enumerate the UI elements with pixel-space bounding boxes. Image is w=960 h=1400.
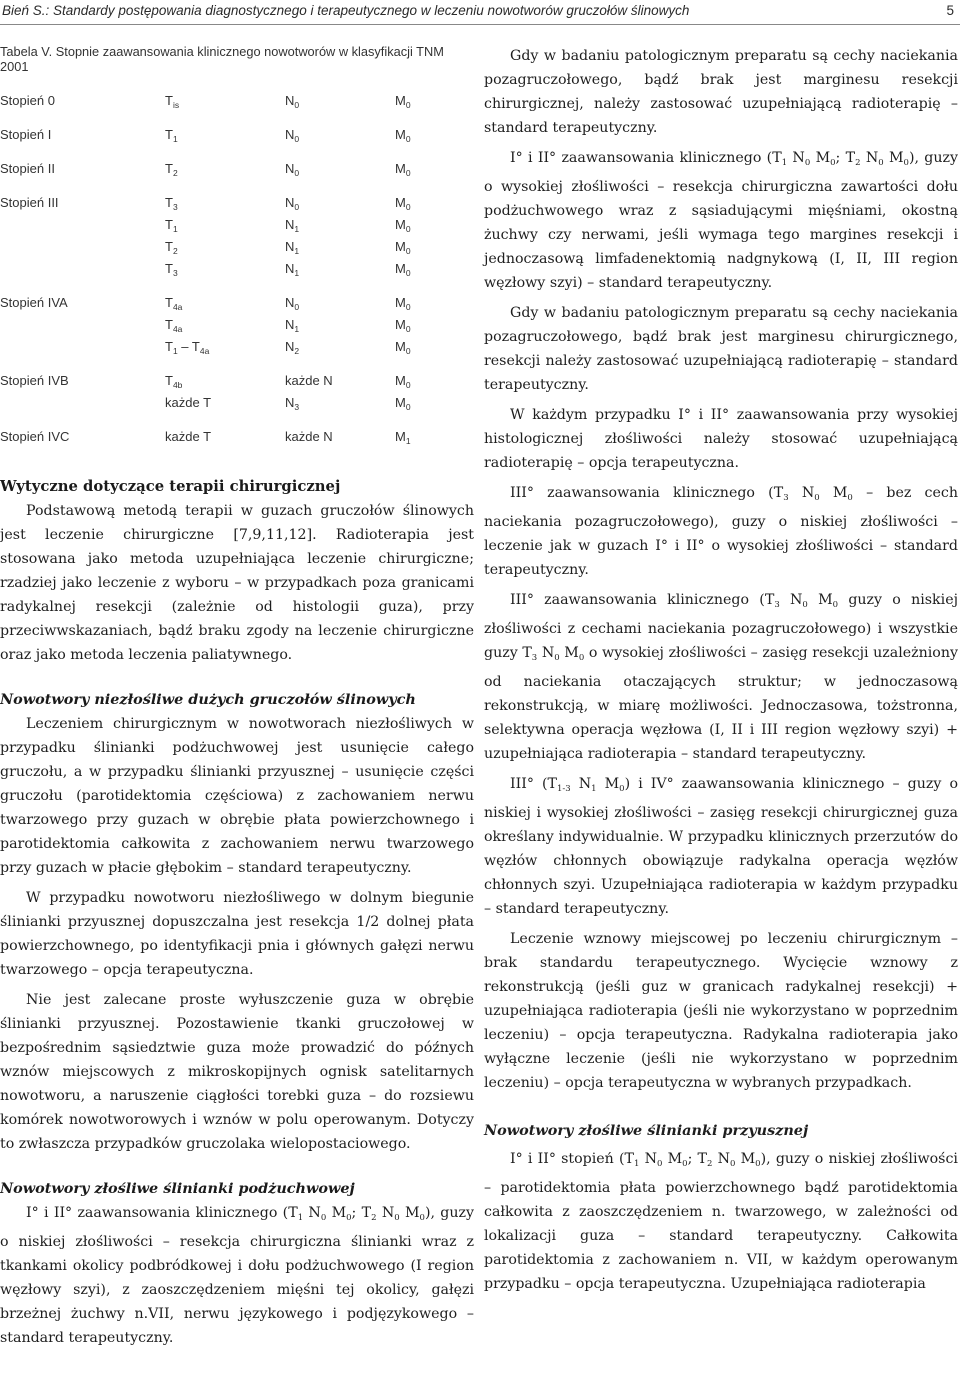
running-header: [0, 0, 960, 30]
heading-parotid-malignant: Nowotwory złośliwe ślinianki przyusznej: [484, 1122, 809, 1139]
header-divider: [0, 24, 960, 25]
heading-submandibular-malignant: Nowotwory złośliwe ślinianki podżuchwowej: [0, 1180, 355, 1197]
paragraph: Nie jest zalecane proste wyłuszczenie guza w obrębie ślinianki przyusznej. Pozostawienie tkanki gruczołowej w bezpośrednim sąsiedztwie guza może prowadzić do późnych wznów miejscowych z mikroskopijnych ognisk satelitarnych nowotworu, a naruszenie ciągłości torebki guza – do rozsiewu komórek nowotworowych i wznów w polu operowanym. Dotyczy to zwłaszcza przypadków gruczolaka wielopostaciowego.: [0, 992, 474, 1152]
m-cell: $M_0$: [395, 317, 411, 334]
m-cell: $M_0$: [395, 373, 411, 390]
stage-cell: Stopień I: [0, 127, 52, 142]
paragraph: Leczeniem chirurgicznym w nowotworach niezłośliwych w przypadku ślinianki podżuchwowej jest usunięcie całego gruczołu, a w przypadku ślinianki przyusznej – usunięcie części gruczołu (parotidektomia częściowa) z zachowaniem nerwu twarzowego przy guzach w obrębie płata powierzchownego i parotidektomia całkowita z zachowaniem nerwu twarzowego przy guzach w płacie głębokim – standard terapeutyczny.: [0, 716, 474, 876]
t-cell: każde T: [165, 395, 212, 410]
table-row: [0, 194, 465, 216]
m-cell: $M_0$: [395, 195, 411, 212]
table-caption: Tabela V. Stopnie zaawansowania klinicznego nowotworów w klasyfikacji TNM 2001: [0, 44, 444, 74]
stage-cell: Stopień IVC: [0, 429, 70, 444]
t-cell: $T_1$: [165, 217, 178, 234]
stage-cell: [0, 216, 165, 238]
paragraph: Leczenie wznowy miejscowej po leczeniu chirurgicznym – brak standardu terapeutycznego. Wycięcie wznowy z rekonstrukcją (jeśli guz w granicach radykalnej resekcji) + uzupełniająca radioterapia (jeśli nie wykorzystano w poprzednim leczeniu) – opcja terapeutyczna. Radykalna radioterapia jako wyłączne leczenie (jeśli nie wykorzystano w poprzednim leczeniu) – opcja terapeutyczna w wybranych przypadkach.: [484, 931, 958, 1091]
t-cell: $T_1$: [165, 127, 178, 144]
table-row: [0, 126, 465, 148]
m-cell: $M_1$: [395, 429, 411, 446]
table-row: [0, 338, 465, 360]
t-cell: $T_{4b}$: [165, 373, 183, 390]
n-cell: każde N: [285, 373, 333, 388]
table-row: [0, 216, 465, 238]
m-cell: $M_0$: [395, 161, 411, 178]
stage-cell: Stopień 0: [0, 93, 55, 108]
table-spacer: [0, 360, 465, 372]
paragraph: III° zaawansowania klinicznego ($T_3$ $N_0$ $M_0$ – bez cech naciekania pozagruczołowego), guzy o niskiej złośliwości – leczenie jak w guzach I° i II° o wysokiej złośliwości – standard terapeutyczny.: [484, 485, 958, 578]
table-row: [0, 294, 465, 316]
t-cell: $T_{4a}$: [165, 295, 183, 312]
paragraph: I° i II° stopień ($T_1$ $N_0$ $M_0$; $T_2$ $N_0$ $M_0$), guzy o niskiej złośliwości – parotidektomia płata powierzchownego bądź parotidektomia całkowita z zaoszczędzeniem n. twarzowego, w zależności od lokalizacji guza – standard terapeutyczny. Całkowita parotidektomia z zachowaniem n. VII, w każdym operowanym przypadku – opcja terapeutyczna. Uzupełniająca radioterapia: [484, 1151, 958, 1292]
n-cell: $N_1$: [285, 217, 300, 234]
n-cell: $N_1$: [285, 239, 300, 256]
page-number: 5: [946, 3, 954, 18]
n-cell: $N_3$: [285, 395, 300, 412]
stage-cell: [0, 338, 165, 360]
paragraph: III° zaawansowania klinicznego ($T_3$ $N_0$ $M_0$ guzy o niskiej złośliwości z cechami naciekania pozagruczołowego) i wszystkie guzy $T_3$ $N_0$ $M_0$ o wysokiej złośliwości – zasięg resekcji uzależniony od naciekania otaczających struktur; w jednoczasową rekonstrukcją, w miarę możliwości. Jednoczasowa, tożstronna, selektywna operacja węzłowa (I, II i III region węzłowy szyi) + uzupełniająca radioterapia – standard terapeutyczny.: [484, 592, 958, 762]
paragraph: W przypadku nowotworu niezłośliwego w dolnym biegunie ślinianki przyusznej dopuszczalna jest resekcja 1/2 dolnej płata powierzchownego, po identyfikacji pnia i głównych gałęzi nerwu twarzowego – opcja terapeutyczna.: [0, 890, 474, 978]
n-cell: $N_0$: [285, 195, 300, 212]
paragraph: Podstawową metodą terapii w guzach gruczołów ślinowych jest leczenie chirurgiczne [7,9,11,12]. Radioterapia jest stosowana jako metoda uzupełniająca leczenie chirurgiczne; rzadziej jako leczenie z wyboru – w przypadkach poza granicami radykalnej resekcji (zależnie od histologii guza), przy przeciwwskazaniach, bądź braku zgody na leczenie chirurgiczne oraz jako metoda leczenia paliatywnego.: [0, 503, 474, 663]
left-column: [0, 44, 474, 1356]
paragraph: Gdy w badaniu patologicznym preparatu są cechy naciekania pozagruczołowego, bądź brak jest marginesu resekcji chirurgicznej, należy zastosować uzupełniającą radioterapię – standard terapeutyczny.: [484, 48, 958, 136]
m-cell: $M_0$: [395, 295, 411, 312]
m-cell: $M_0$: [395, 395, 411, 412]
paragraph: I° i II° zaawansowania klinicznego ($T_1$ $N_0$ $M_0$; $T_2$ $N_0$ $M_0$), guzy o niskiej złośliwości – resekcja chirurgiczna ślinianki wraz z tkankami okolicy podbródkowej i dołu podżuchwowego (I region węzłowy szyi), z zaoszczędzeniem mięśni tej okolicy, gałęzi brzeżnej żuchwy n.VII, nerwu językowego i podjęzykowego – standard terapeutyczny.: [0, 1205, 474, 1346]
n-cell: $N_0$: [285, 93, 300, 110]
table-row: [0, 238, 465, 260]
paragraph: W każdym przypadku I° i II° zaawansowania przy wysokiej histologicznej złośliwości należy stosować uzupełniającą radioterapię – opcja terapeutyczna.: [484, 407, 958, 471]
m-cell: $M_0$: [395, 217, 411, 234]
stage-cell: Stopień II: [0, 161, 55, 176]
t-cell: $T_{is}$: [165, 93, 180, 110]
table-spacer: [0, 114, 465, 126]
t-cell: każde T: [165, 429, 212, 444]
n-cell: $N_0$: [285, 127, 300, 144]
table-row: [0, 316, 465, 338]
m-cell: $M_0$: [395, 239, 411, 256]
stage-cell: Stopień IVA: [0, 295, 68, 310]
heading-surgical-guidelines: Wytyczne dotyczące terapii chirurgicznej: [0, 478, 341, 495]
n-cell: każde N: [285, 429, 333, 444]
table-row: [0, 92, 465, 114]
m-cell: $M_0$: [395, 127, 411, 144]
right-column: [484, 44, 958, 1302]
table-row: [0, 372, 465, 394]
m-cell: $M_0$: [395, 93, 411, 110]
stage-cell: [0, 316, 165, 338]
m-cell: $M_0$: [395, 261, 411, 278]
table-row: [0, 394, 465, 416]
table-row: [0, 260, 465, 282]
table-spacer: [0, 416, 465, 428]
paragraph: Gdy w badaniu patologicznym preparatu są cechy naciekania pozagruczołowego, bądź brak jest marginesu chirurgicznego, resekcji należy zastosować uzupełniającą radioterapię – standard terapeutyczny.: [484, 305, 958, 393]
stage-cell: Stopień IVB: [0, 373, 69, 388]
stage-cell: [0, 260, 165, 282]
stage-cell: [0, 394, 165, 416]
t-cell: $T_3$: [165, 261, 178, 278]
tnm-stage-table: [0, 92, 465, 450]
paragraph: I° i II° zaawansowania klinicznego ($T_1$ $N_0$ $M_0$; $T_2$ $N_0$ $M_0$), guzy o wysokiej złośliwości – resekcja chirurgiczna zawartości dołu podżuchwowego wraz z sąsiadującymi mięśniami, okostną żuchwy czy nerwami, jeśli wymaga tego margines resekcji i jednoczasową limfadenektomią nadgnykową (I, II, III region węzłowy szyi) – standard terapeutyczny.: [484, 150, 958, 291]
stage-cell: [0, 238, 165, 260]
t-cell: $T_3$: [165, 195, 178, 212]
n-cell: $N_1$: [285, 261, 300, 278]
m-cell: $M_0$: [395, 339, 411, 356]
table-spacer: [0, 148, 465, 160]
heading-benign-tumors: Nowotwory niezłośliwe dużych gruczołów ślinowych: [0, 691, 416, 708]
stage-cell: Stopień III: [0, 195, 59, 210]
table-spacer: [0, 182, 465, 194]
t-cell: $T_2$: [165, 161, 178, 178]
table-spacer: [0, 282, 465, 294]
t-cell: $T_1 - T_{4a}$: [165, 339, 210, 356]
running-title: Bień S.: Standardy postępowania diagnostycznego i terapeutycznego w leczeniu nowotworów gruczołów ślinowych: [2, 3, 690, 18]
table-row: [0, 160, 465, 182]
t-cell: $T_2$: [165, 239, 178, 256]
n-cell: $N_0$: [285, 161, 300, 178]
t-cell: $T_{4a}$: [165, 317, 183, 334]
paragraph: III° ($T_{1-3}$ $N_1$ $M_0$) i IV° zaawansowania klinicznego – guzy o niskiej i wysokiej złośliwości – zasięg resekcji chirurgicznej guza określany indywidualnie. W przypadku klinicznych przerzutów do węzłów chłonnych obowiązuje radykalna operacja węzłów chłonnych szyi. Uzupełniająca radioterapia w każdym przypadku – standard terapeutyczny.: [484, 776, 958, 917]
n-cell: $N_1$: [285, 317, 300, 334]
n-cell: $N_2$: [285, 339, 300, 356]
table-row: [0, 428, 465, 450]
n-cell: $N_0$: [285, 295, 300, 312]
